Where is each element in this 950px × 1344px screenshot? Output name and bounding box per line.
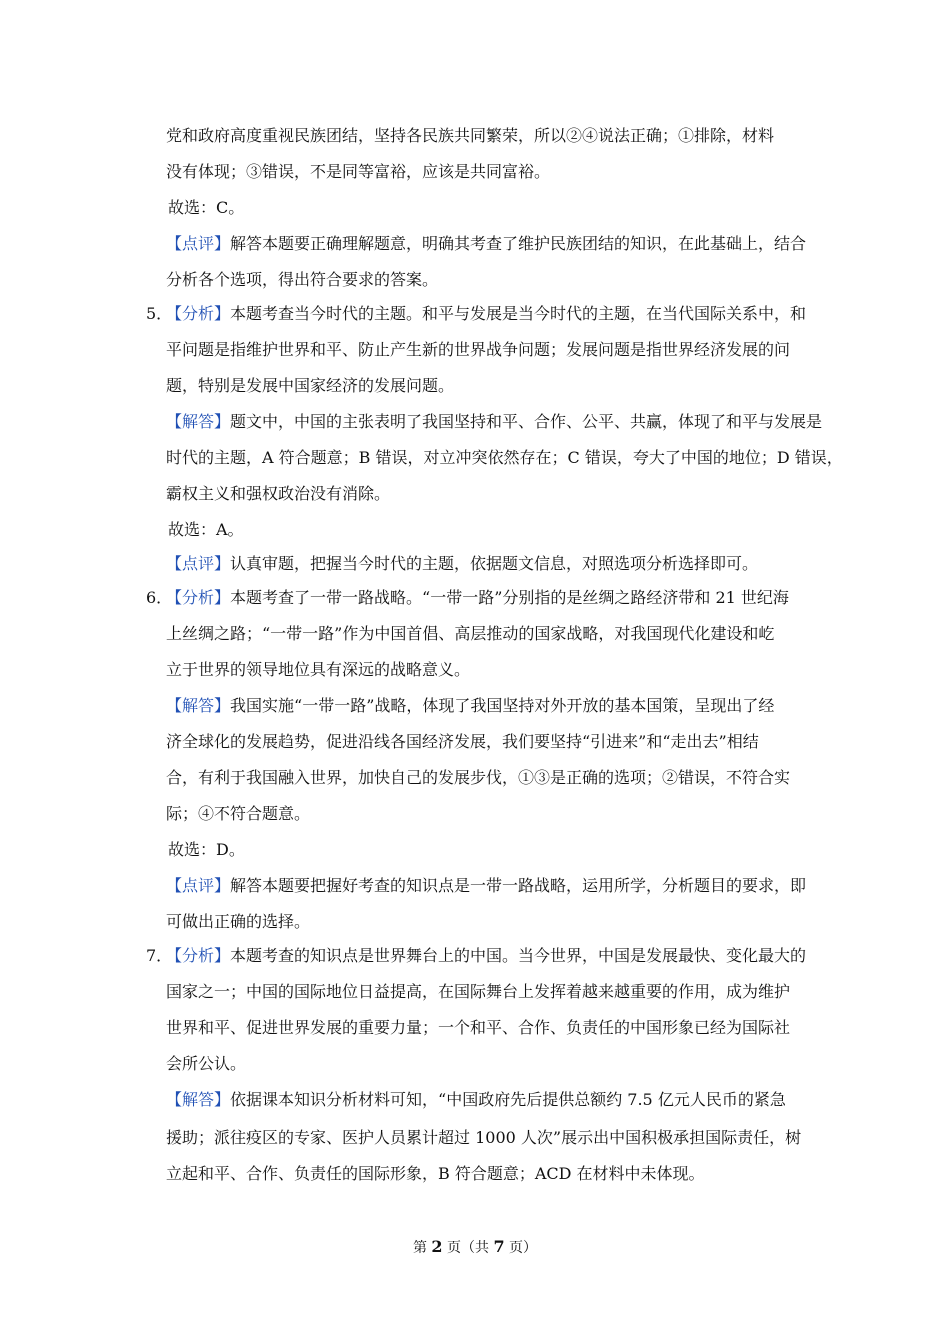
comment-tag: 【点评】	[166, 554, 231, 573]
footer-suffix: 页）	[504, 1240, 538, 1256]
line-text: 分析各个选项，得出符合要求的答案。	[166, 270, 439, 289]
line-text: 没有体现；③错误，不是同等富裕，应该是共同富裕。	[166, 162, 551, 181]
solution-line	[166, 696, 774, 716]
line-text: 认真审题，把握当今时代的主题，依据题文信息，对照选项分析选择即可。	[230, 554, 759, 573]
line-text: 援助；派往疫区的专家、医护人员累计超过 1000 人次”展示出中国积极承担国际责任，树	[166, 1128, 802, 1147]
question-number: 6．	[146, 588, 173, 607]
comment-line	[166, 234, 806, 254]
line-text: 国家之一；中国的国际地位日益提高，在国际舞台上发挥着越来越重要的作用，成为维护	[166, 982, 791, 1001]
text-line	[166, 912, 310, 932]
line-text: 世界和平、促进世界发展的重要力量；一个和平、合作、负责任的中国形象已经为国际社	[166, 1018, 791, 1037]
line-text: 依据课本知识分析材料可知，“中国政府先后提供总额约 7.5 亿元人民币的紧急	[230, 1090, 786, 1109]
line-text: 本题考查当今时代的主题。和平与发展是当今时代的主题，在当代国际关系中，和	[230, 304, 807, 323]
line-text: 本题考查了一带一路战略。“一带一路”分别指的是丝绸之路经济带和 21 世纪海	[230, 588, 789, 607]
answer-line	[168, 840, 245, 860]
analysis-tag: 【分析】	[166, 304, 231, 323]
text-line	[166, 340, 790, 360]
current-page-number: 2	[431, 1237, 443, 1256]
text-line	[166, 376, 454, 396]
comment-line	[166, 876, 806, 896]
solution-line	[166, 1090, 786, 1110]
line-text: 党和政府高度重视民族团结，坚持各民族共同繁荣，所以②④说法正确；①排除，材料	[166, 126, 775, 145]
line-text: 立于世界的领导地位具有深远的战略意义。	[166, 660, 471, 679]
comment-tag: 【点评】	[166, 234, 231, 253]
footer-middle: 页（共	[442, 1240, 494, 1256]
solution-tag: 【解答】	[166, 696, 231, 715]
line-text: 解答本题要正确理解题意，明确其考查了维护民族团结的知识，在此基础上，结合	[230, 234, 807, 253]
line-text: 霸权主义和强权政治没有消除。	[166, 484, 391, 503]
text-line	[166, 270, 438, 290]
line-text: 题文中，中国的主张表明了我国坚持和平、合作、公平、共赢，体现了和平与发展是	[230, 412, 823, 431]
line-text: 平问题是指维护世界和平、防止产生新的世界战争问题；发展问题是指世界经济发展的问	[166, 340, 791, 359]
text-line	[166, 162, 550, 182]
page-footer	[0, 1237, 950, 1258]
analysis-line	[166, 304, 806, 324]
text-line	[166, 126, 774, 146]
solution-tag: 【解答】	[166, 1090, 231, 1109]
line-text: 济全球化的发展趋势，促进沿线各国经济发展，我们要坚持“引进来”和“走出去”相结	[166, 732, 759, 751]
line-text: 上丝绸之路；“一带一路”作为中国首倡、高层推动的国家战略，对我国现代化建设和屹	[166, 624, 775, 643]
line-text: 我国实施“一带一路”战略，体现了我国坚持对外开放的基本国策，呈现出了经	[230, 696, 775, 715]
text-line	[166, 1054, 246, 1074]
question-number: 5．	[146, 304, 173, 323]
text-line	[166, 1164, 705, 1184]
comment-tag: 【点评】	[166, 876, 231, 895]
analysis-line	[166, 946, 806, 966]
answer-line	[168, 198, 244, 218]
text-line	[166, 768, 790, 788]
line-text: 题，特别是发展中国家经济的发展问题。	[166, 376, 455, 395]
solution-tag: 【解答】	[166, 412, 231, 431]
text-line	[166, 804, 310, 824]
question-number: 7．	[146, 946, 173, 965]
text-line	[166, 732, 759, 752]
analysis-line	[166, 588, 789, 608]
total-page-number: 7	[493, 1237, 505, 1256]
line-text: 会所公认。	[166, 1054, 247, 1073]
answer-line	[168, 520, 244, 540]
line-text: 际；④不符合题意。	[166, 804, 311, 823]
text-line	[166, 1018, 790, 1038]
text-line	[166, 1128, 801, 1148]
line-text: 立起和平、合作、负责任的国际形象，B 符合题意；ACD 在材料中未体现。	[166, 1164, 705, 1183]
solution-line	[166, 412, 822, 432]
text-line	[166, 660, 470, 680]
footer-prefix: 第	[412, 1240, 432, 1256]
text-line	[166, 624, 774, 644]
analysis-tag: 【分析】	[166, 588, 231, 607]
comment-line	[166, 554, 758, 574]
line-text: 本题考查的知识点是世界舞台上的中国。当今世界，中国是发展最快、变化最大的	[230, 946, 807, 965]
line-text: 时代的主题，A 符合题意；B 错误，对立冲突依然存在；C 错误，夸大了中国的地位；D 错误，	[166, 448, 843, 467]
line-text: 合，有利于我国融入世界，加快自己的发展步伐，①③是正确的选项；②错误，不符合实	[166, 768, 791, 787]
text-line	[166, 484, 390, 504]
analysis-tag: 【分析】	[166, 946, 231, 965]
line-text: 故选：D。	[168, 840, 245, 859]
line-text: 可做出正确的选择。	[166, 912, 311, 931]
text-line	[166, 982, 790, 1002]
line-text: 解答本题要把握好考查的知识点是一带一路战略，运用所学，分析题目的要求，即	[230, 876, 807, 895]
text-line	[166, 448, 843, 468]
line-text: 故选：A。	[168, 520, 244, 539]
line-text: 故选：C。	[168, 198, 245, 217]
